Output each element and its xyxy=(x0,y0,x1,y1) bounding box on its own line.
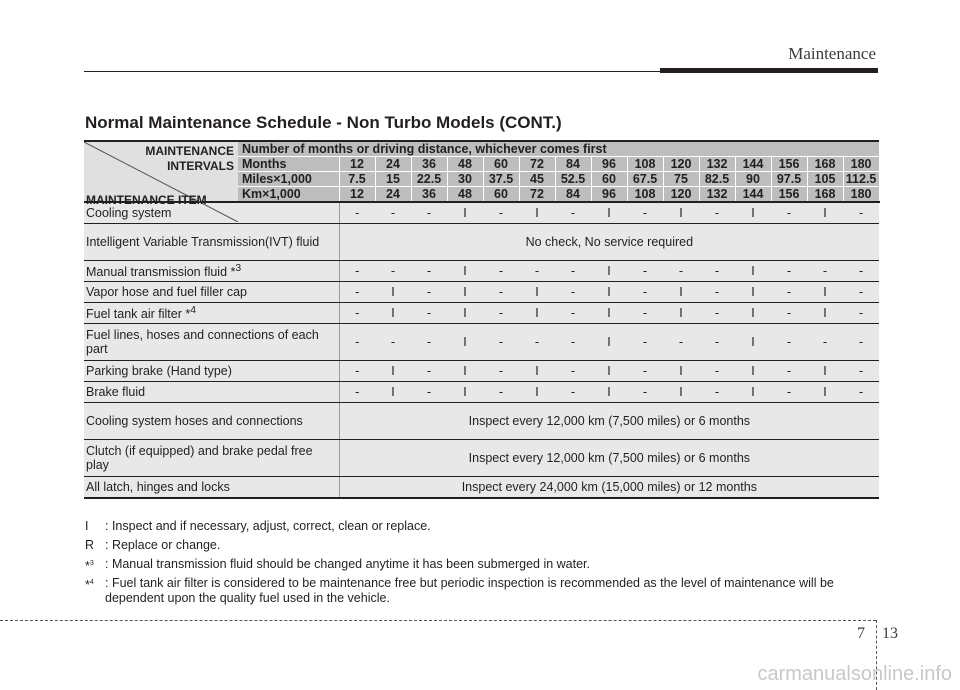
maintenance-item-name: Intelligent Variable Transmission(IVT) fluid xyxy=(86,235,320,249)
schedule-value: I xyxy=(663,382,699,403)
table-row xyxy=(84,361,879,382)
schedule-value: - xyxy=(375,261,411,282)
schedule-value: - xyxy=(627,382,663,403)
schedule-value: I xyxy=(447,361,483,382)
schedule-value: I xyxy=(447,261,483,282)
schedule-value: - xyxy=(699,324,735,361)
interval-label: Miles×1,000 xyxy=(238,172,339,187)
table-row xyxy=(84,382,879,403)
schedule-value: I xyxy=(375,303,411,324)
schedule-value: I xyxy=(447,303,483,324)
schedule-value: - xyxy=(555,361,591,382)
schedule-value: - xyxy=(771,303,807,324)
interval-value: 75 xyxy=(663,172,699,187)
maintenance-item-cell xyxy=(84,324,339,361)
legend-note xyxy=(85,557,885,572)
chapter-number: 7 xyxy=(857,625,865,642)
maintenance-item-name: Cooling system xyxy=(86,206,172,220)
merged-instruction: Inspect every 12,000 km (7,500 miles) or 6 months xyxy=(339,440,879,477)
schedule-value: I xyxy=(663,202,699,224)
interval-value: 180 xyxy=(843,187,879,203)
interval-value: 84 xyxy=(555,157,591,172)
table-row xyxy=(84,303,879,324)
schedule-value: - xyxy=(807,324,843,361)
legend-note xyxy=(85,576,885,605)
schedule-value: I xyxy=(807,282,843,303)
interval-value: 15 xyxy=(375,172,411,187)
schedule-value: I xyxy=(735,282,771,303)
schedule-value: - xyxy=(699,303,735,324)
interval-value: 37.5 xyxy=(483,172,519,187)
interval-value: 144 xyxy=(735,157,771,172)
interval-value: 60 xyxy=(483,157,519,172)
schedule-value: - xyxy=(699,282,735,303)
legend-key-symbol: I xyxy=(85,519,89,533)
schedule-value: - xyxy=(843,324,879,361)
interval-value: 60 xyxy=(591,172,627,187)
schedule-value: - xyxy=(627,261,663,282)
schedule-value: - xyxy=(699,202,735,224)
watermark: carmanualsonline.info xyxy=(757,663,952,685)
schedule-value: - xyxy=(771,382,807,403)
interval-value: 168 xyxy=(807,157,843,172)
schedule-value: - xyxy=(339,202,375,224)
maintenance-schedule-table xyxy=(84,140,880,499)
schedule-value: I xyxy=(663,303,699,324)
schedule-value: I xyxy=(447,382,483,403)
interval-value: 24 xyxy=(375,157,411,172)
schedule-value: I xyxy=(591,303,627,324)
interval-value: 132 xyxy=(699,187,735,203)
schedule-value: - xyxy=(411,282,447,303)
interval-value: 45 xyxy=(519,172,555,187)
schedule-value: - xyxy=(519,261,555,282)
maintenance-item-cell xyxy=(84,261,339,282)
interval-value: 36 xyxy=(411,187,447,203)
table-row xyxy=(84,224,879,261)
interval-value: 60 xyxy=(483,187,519,203)
schedule-value: - xyxy=(483,324,519,361)
schedule-value: - xyxy=(843,261,879,282)
maintenance-item-name: Clutch (if equipped) and brake pedal free play xyxy=(86,444,313,472)
maintenance-item-name: Cooling system hoses and connections xyxy=(86,414,303,428)
schedule-value: I xyxy=(735,202,771,224)
interval-value: 96 xyxy=(591,187,627,203)
maintenance-item-cell xyxy=(84,382,339,403)
legend-text: : Fuel tank air filter is considered to be maintenance free but periodic inspection is recommended as the level of maintenance will be dependent upon the quality fuel used in the vehicle. xyxy=(105,576,834,605)
interval-value: 120 xyxy=(663,157,699,172)
maintenance-item-name: All latch, hinges and locks xyxy=(86,480,230,494)
schedule-value: I xyxy=(591,382,627,403)
interval-value: 90 xyxy=(735,172,771,187)
interval-value: 168 xyxy=(807,187,843,203)
table-row xyxy=(84,440,879,477)
schedule-value: I xyxy=(591,324,627,361)
schedule-value: I xyxy=(735,261,771,282)
schedule-value: - xyxy=(411,303,447,324)
schedule-value: I xyxy=(663,361,699,382)
interval-value: 96 xyxy=(591,157,627,172)
schedule-value: I xyxy=(519,202,555,224)
interval-value: 24 xyxy=(375,187,411,203)
maintenance-item-cell xyxy=(84,361,339,382)
maintenance-item-cell xyxy=(84,440,339,477)
schedule-value: - xyxy=(627,361,663,382)
schedule-value: I xyxy=(519,282,555,303)
schedule-value: - xyxy=(411,261,447,282)
schedule-value: - xyxy=(375,324,411,361)
section-header-title: Maintenance xyxy=(788,44,876,63)
interval-value: 67.5 xyxy=(627,172,663,187)
header-row-span xyxy=(84,141,879,157)
legend-text: : Manual transmission fluid should be changed anytime it has been submerged in water. xyxy=(105,557,591,571)
interval-value: 12 xyxy=(339,157,375,172)
schedule-value: - xyxy=(483,303,519,324)
maintenance-item-cell xyxy=(84,403,339,440)
schedule-value: - xyxy=(627,324,663,361)
legend-key-symbol: * xyxy=(85,559,90,574)
schedule-value: I xyxy=(807,382,843,403)
schedule-value: - xyxy=(555,303,591,324)
interval-value: 7.5 xyxy=(339,172,375,187)
schedule-value: I xyxy=(375,382,411,403)
interval-label: Km×1,000 xyxy=(238,187,339,203)
schedule-value: - xyxy=(843,282,879,303)
schedule-value: I xyxy=(519,303,555,324)
footnote-marker: 3 xyxy=(235,263,242,275)
schedule-value: - xyxy=(555,202,591,224)
interval-value: 82.5 xyxy=(699,172,735,187)
schedule-value: - xyxy=(627,282,663,303)
schedule-value: - xyxy=(339,382,375,403)
schedule-value: I xyxy=(807,361,843,382)
schedule-value: - xyxy=(555,324,591,361)
schedule-value: - xyxy=(843,361,879,382)
schedule-value: - xyxy=(519,324,555,361)
maintenance-item-name: Brake fluid xyxy=(86,385,146,399)
interval-value: 52.5 xyxy=(555,172,591,187)
schedule-value: - xyxy=(483,202,519,224)
merged-instruction: Inspect every 24,000 km (15,000 miles) or 12 months xyxy=(339,477,879,499)
table-row xyxy=(84,261,879,282)
interval-value: 156 xyxy=(771,187,807,203)
legend-key-sup: 4 xyxy=(89,579,94,586)
schedule-value: - xyxy=(483,282,519,303)
page-number: 13 xyxy=(882,625,898,642)
schedule-value: - xyxy=(483,382,519,403)
legend-notes xyxy=(85,519,885,610)
schedule-value: - xyxy=(339,282,375,303)
schedule-value: - xyxy=(771,202,807,224)
interval-value: 48 xyxy=(447,187,483,203)
schedule-value: - xyxy=(663,324,699,361)
interval-value: 180 xyxy=(843,157,879,172)
schedule-value: I xyxy=(519,361,555,382)
interval-label: Months xyxy=(238,157,339,172)
maintenance-item-cell xyxy=(84,477,339,499)
schedule-value: - xyxy=(555,261,591,282)
interval-value: 22.5 xyxy=(411,172,447,187)
footnote-marker: 4 xyxy=(190,305,197,317)
table-row xyxy=(84,282,879,303)
schedule-value: - xyxy=(339,324,375,361)
legend-key xyxy=(85,538,94,553)
legend-key-symbol: R xyxy=(85,538,95,552)
header-rule-accent xyxy=(660,68,878,73)
footer-rule xyxy=(0,620,876,621)
maintenance-item-name: Fuel tank air filter * xyxy=(86,307,191,322)
interval-value: 12 xyxy=(339,187,375,203)
schedule-value: I xyxy=(447,202,483,224)
table-corner-cell xyxy=(84,141,238,207)
schedule-value: - xyxy=(807,261,843,282)
schedule-value: I xyxy=(591,361,627,382)
schedule-value: - xyxy=(843,382,879,403)
legend-note xyxy=(85,519,885,534)
schedule-value: - xyxy=(411,361,447,382)
interval-value: 36 xyxy=(411,157,447,172)
corner-label-item: MAINTENANCE ITEM xyxy=(86,193,207,207)
schedule-value: - xyxy=(699,382,735,403)
schedule-value: - xyxy=(663,261,699,282)
schedule-value: - xyxy=(771,361,807,382)
maintenance-item-name: Fuel lines, hoses and connections of each part xyxy=(86,328,319,356)
maintenance-item-name: Vapor hose and fuel filler cap xyxy=(86,285,247,299)
schedule-value: - xyxy=(627,303,663,324)
schedule-value: I xyxy=(735,361,771,382)
interval-value: 105 xyxy=(807,172,843,187)
interval-value: 48 xyxy=(447,157,483,172)
schedule-value: I xyxy=(663,282,699,303)
schedule-value: - xyxy=(483,261,519,282)
legend-key-sup: 3 xyxy=(89,560,94,567)
schedule-value: - xyxy=(339,261,375,282)
corner-label-intervals: MAINTENANCE INTERVALS xyxy=(145,144,234,173)
schedule-value: - xyxy=(339,361,375,382)
schedule-value: I xyxy=(447,324,483,361)
schedule-value: I xyxy=(591,261,627,282)
schedule-value: I xyxy=(807,202,843,224)
maintenance-item-name: Parking brake (Hand type) xyxy=(86,364,232,378)
legend-text: : Inspect and if necessary, adjust, correct, clean or replace. xyxy=(105,519,431,533)
schedule-value: - xyxy=(699,361,735,382)
schedule-value: - xyxy=(375,202,411,224)
span-header: Number of months or driving distance, whichever comes first xyxy=(238,141,879,157)
interval-value: 108 xyxy=(627,157,663,172)
schedule-value: - xyxy=(771,282,807,303)
interval-value: 84 xyxy=(555,187,591,203)
maintenance-item-name: Manual transmission fluid * xyxy=(86,265,236,280)
interval-value: 97.5 xyxy=(771,172,807,187)
interval-value: 72 xyxy=(519,187,555,203)
table-row xyxy=(84,324,879,361)
schedule-value: I xyxy=(735,324,771,361)
schedule-value: I xyxy=(447,282,483,303)
schedule-value: I xyxy=(375,282,411,303)
schedule-value: - xyxy=(339,303,375,324)
page-title: Normal Maintenance Schedule - Non Turbo Models (CONT.) xyxy=(85,113,562,132)
schedule-value: I xyxy=(735,303,771,324)
legend-note xyxy=(85,538,885,553)
schedule-value: - xyxy=(555,282,591,303)
interval-value: 120 xyxy=(663,187,699,203)
interval-value: 72 xyxy=(519,157,555,172)
schedule-value: - xyxy=(627,202,663,224)
schedule-value: I xyxy=(735,382,771,403)
merged-instruction: No check, No service required xyxy=(339,224,879,261)
interval-value: 30 xyxy=(447,172,483,187)
interval-value: 108 xyxy=(627,187,663,203)
schedule-value: - xyxy=(843,303,879,324)
interval-value: 144 xyxy=(735,187,771,203)
schedule-value: - xyxy=(843,202,879,224)
schedule-value: - xyxy=(411,382,447,403)
maintenance-item-cell xyxy=(84,303,339,324)
schedule-value: I xyxy=(375,361,411,382)
schedule-value: - xyxy=(771,324,807,361)
maintenance-item-cell xyxy=(84,282,339,303)
schedule-value: I xyxy=(591,202,627,224)
schedule-value: - xyxy=(411,202,447,224)
schedule-value: - xyxy=(699,261,735,282)
interval-value: 132 xyxy=(699,157,735,172)
schedule-value: I xyxy=(807,303,843,324)
merged-instruction: Inspect every 12,000 km (7,500 miles) or 6 months xyxy=(339,403,879,440)
header-rule xyxy=(84,71,660,72)
schedule-value: - xyxy=(411,324,447,361)
schedule-value: I xyxy=(591,282,627,303)
table-row xyxy=(84,477,879,499)
interval-value: 112.5 xyxy=(843,172,879,187)
schedule-value: I xyxy=(519,382,555,403)
legend-text: : Replace or change. xyxy=(105,538,221,552)
schedule-value: - xyxy=(555,382,591,403)
schedule-value: - xyxy=(771,261,807,282)
legend-key xyxy=(85,519,88,534)
legend-key xyxy=(85,576,94,593)
legend-key-symbol: * xyxy=(85,578,90,593)
schedule-value: - xyxy=(483,361,519,382)
interval-value: 156 xyxy=(771,157,807,172)
table-row xyxy=(84,403,879,440)
legend-key xyxy=(85,557,94,574)
maintenance-item-cell xyxy=(84,224,339,261)
